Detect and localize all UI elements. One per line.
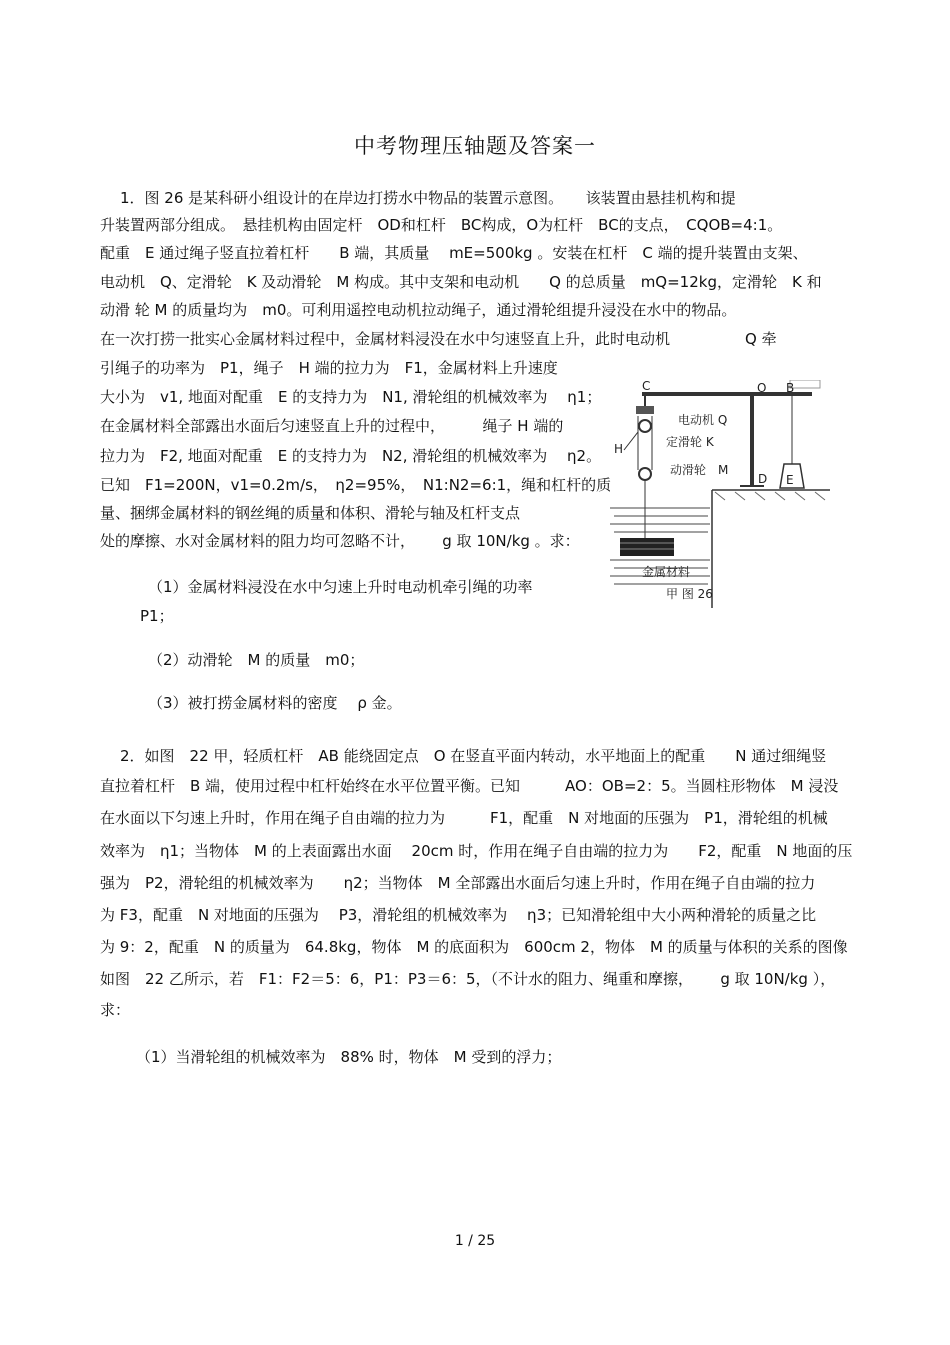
label-b: B <box>786 381 795 395</box>
label-moving-pulley: 动滑轮 M <box>670 463 729 477</box>
label-d: D <box>758 472 768 486</box>
q1-line: 引绳子的功率为 P1，绳子 H 端的拉力为 F1，金属材料上升速度 <box>100 359 558 377</box>
figure-26-diagram <box>600 380 830 610</box>
q1-line: 配重 E 通过绳子竖直拉着杠杆 B 端，其质量 mE=500kg 。安装在杠杆 C 端的提升装置由支架、 <box>100 244 808 262</box>
q1-sub-question: （2）动滑轮 M 的质量 m0； <box>148 651 365 669</box>
q2-line: 为 9：2，配重 N 的质量为 64.8kg，物体 M 的底面积为 600cm 2，物体 M 的质量与体积的关系的图像 <box>100 938 848 956</box>
label-fixed-pulley: 定滑轮 K <box>666 435 714 449</box>
q2-line: 在水面以下匀速上升时，作用在绳子自由端的拉力为 F1，配重 N 对地面的压强为 P1，滑轮组的机械 <box>100 809 828 827</box>
q2-line: 效率为 η1；当物体 M 的上表面露出水面 20cm 时，作用在绳子自由端的拉力为 F2，配重 N 地面的压 <box>100 842 853 860</box>
label-h: H <box>614 442 624 456</box>
q2-line: 求： <box>100 1001 131 1019</box>
q1-line: 拉力为 F2, 地面对配重 E 的支持力为 N2, 滑轮组的机械效率为 η2。 <box>100 447 602 465</box>
label-e: E <box>786 473 794 487</box>
figure-caption: 甲 图 26 <box>666 587 713 601</box>
q1-line: 在一次打捞一批实心金属材料过程中，金属材料浸没在水中匀速竖直上升，此时电动机 Q 牵 <box>100 330 777 348</box>
q2-line: 如图 22 乙所示，若 F1：F2＝5：6，P1：P3＝6：5，（不计水的阻力、绳重和摩擦， g 取 10N/kg ）， <box>100 970 836 988</box>
q1-line: 大小为 v1, 地面对配重 E 的支持力为 N1, 滑轮组的机械效率为 η1； <box>100 388 602 406</box>
label-o: O <box>757 381 767 395</box>
q2-line: 强为 P2，滑轮组的机械效率为 η2；当物体 M 全部露出水面后匀速上升时，作用在绳子自由端的拉力 <box>100 874 816 892</box>
page-title: 中考物理压轴题及答案一 <box>354 134 596 158</box>
q1-line: 1．图 26 是某科研小组设计的在岸边打捞水中物品的装置示意图。 该装置由悬挂机构和提 <box>120 189 736 207</box>
q1-sub-question: P1； <box>140 607 174 625</box>
q1-line: 动滑 轮 M 的质量均为 m0。可利用遥控电动机拉动绳子，通过滑轮组提升浸没在水中的物品。 <box>100 301 737 319</box>
q1-line: 升装置两部分组成。 悬挂机构由固定杆 OD和杠杆 BC构成，O为杠杆 BC的支点， CQOB=4:1。 <box>100 216 783 234</box>
q1-sub-question: （3）被打捞金属材料的密度 ρ 金。 <box>148 694 402 712</box>
label-c: C <box>642 380 651 393</box>
label-motor: 电动机 Q <box>678 413 728 427</box>
q1-sub-question: （1）金属材料浸没在水中匀速上升时电动机牵引绳的功率 <box>148 578 533 596</box>
q2-line: 直拉着杠杆 B 端，使用过程中杠杆始终在水平位置平衡。已知 AO：OB=2：5。当圆柱形物体 M 浸没 <box>100 777 839 795</box>
q1-line: 电动机 Q、定滑轮 K 及动滑轮 M 构成。其中支架和电动机 Q 的总质量 mQ=12kg，定滑轮 K 和 <box>100 273 822 291</box>
q1-line: 量、捆绑金属材料的钢丝绳的质量和体积、滑轮与轴及杠杆支点 <box>100 504 521 522</box>
label-metal: 金属材料 <box>642 565 691 579</box>
page-number: 1 / 25 <box>454 1233 496 1249</box>
q2-line: 为 F3，配重 N 对地面的压强为 P3，滑轮组的机械效率为 η3；已知滑轮组中大小两种滑轮的质量之比 <box>100 906 817 924</box>
q1-line: 处的摩擦、水对金属材料的阻力均可忽略不计， g 取 10N/kg 。求： <box>100 532 580 550</box>
q1-line: 在金属材料全部露出水面后匀速竖直上升的过程中， 绳子 H 端的 <box>100 417 564 435</box>
q2-line: 2．如图 22 甲，轻质杠杆 AB 能绕固定点 O 在竖直平面内转动，水平地面上的配重 N 通过细绳竖 <box>120 747 827 765</box>
q1-line: 已知 F1=200N，v1=0.2m/s， η2=95%， N1:N2=6:1，绳和杠杆的质 <box>100 476 612 494</box>
q2-sub-question: （1）当滑轮组的机械效率为 88% 时，物体 M 受到的浮力； <box>136 1048 562 1066</box>
